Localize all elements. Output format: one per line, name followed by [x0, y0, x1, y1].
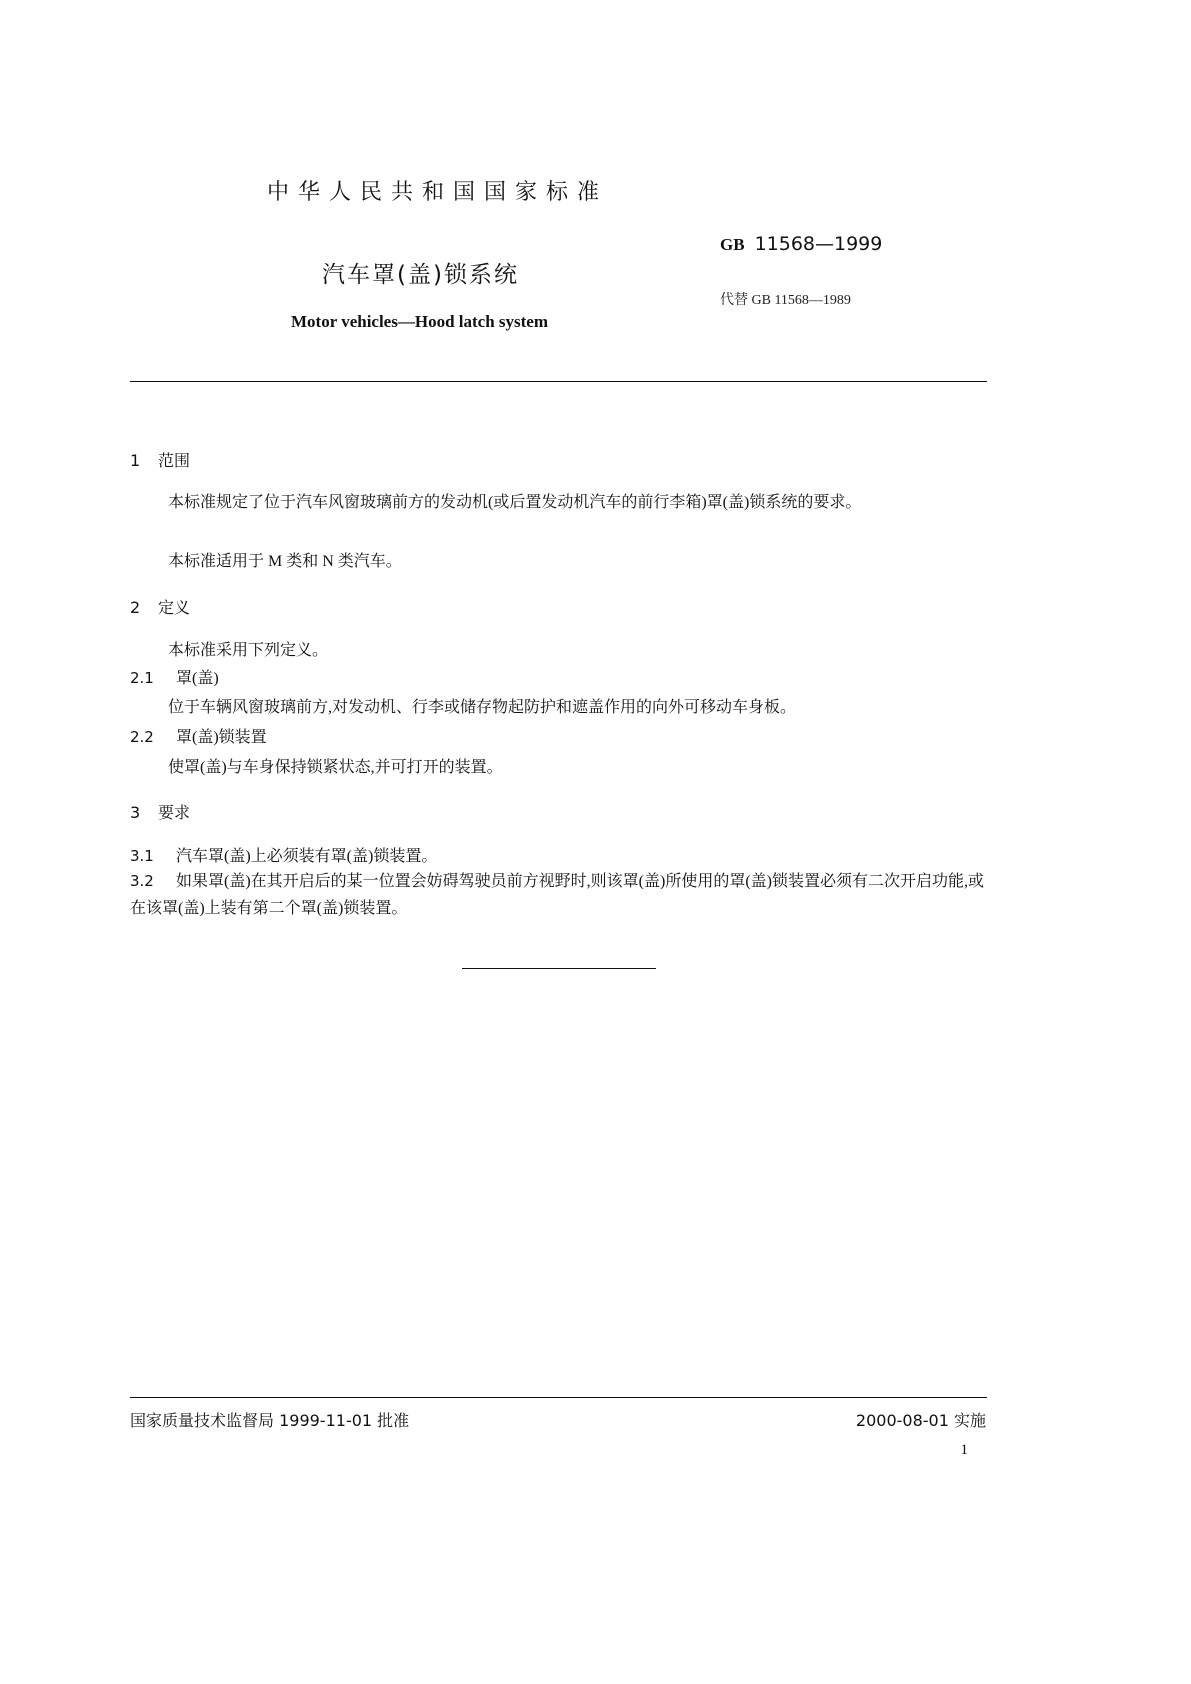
standard-code-number: 11568—1999 — [754, 233, 883, 255]
footer-divider — [130, 1397, 987, 1398]
clause-number: 3.1 — [130, 847, 154, 865]
definition-2-2-term — [130, 724, 267, 747]
header-divider — [130, 381, 987, 382]
document-title-en: Motor vehicles—Hood latch system — [291, 312, 549, 331]
clause-number: 2.1 — [130, 669, 154, 687]
requirement-3-1 — [130, 843, 437, 866]
page-number: 1 — [960, 1442, 968, 1458]
standard-code — [720, 233, 882, 255]
section-number: 1 — [130, 451, 141, 470]
clause-number: 3.2 — [130, 872, 154, 890]
section-2-intro: 本标准采用下列定义。 — [168, 642, 329, 659]
section-title: 范围 — [158, 451, 191, 470]
national-standard-heading: 中华人民共和国国家标准 — [267, 180, 609, 205]
section-2-heading — [130, 595, 190, 618]
definition-2-1-term — [130, 665, 219, 688]
document-title-cn: 汽车罩(盖)锁系统 — [322, 262, 519, 288]
definition-2-1-text: 位于车辆风窗玻璃前方,对发动机、行李或储存物起防护和遮盖作用的向外可移动车身板。 — [168, 699, 797, 716]
replaces-standard: 代替 GB 11568—1989 — [720, 293, 851, 308]
requirement-3-2 — [130, 868, 987, 922]
term: 罩(盖) — [176, 670, 219, 687]
section-number: 2 — [130, 598, 141, 617]
standard-code-prefix: GB — [720, 235, 745, 254]
implementation-date: 2000-08-01 实施 — [855, 1411, 986, 1430]
term: 罩(盖)锁装置 — [176, 729, 267, 746]
section-number: 3 — [130, 803, 141, 822]
section-3-heading — [130, 800, 190, 823]
section-1-paragraph-1: 本标准规定了位于汽车风窗玻璃前方的发动机(或后置发动机汽车的前行李箱)罩(盖)锁系统的要求。 — [168, 494, 862, 511]
section-title: 定义 — [158, 598, 191, 617]
clause-number: 2.2 — [130, 728, 154, 746]
section-title: 要求 — [158, 803, 191, 822]
approval-info: 国家质量技术监督局 1999-11-01 批准 — [130, 1411, 410, 1430]
end-of-text-rule — [462, 968, 656, 969]
definition-2-2-text: 使罩(盖)与车身保持锁紧状态,并可打开的装置。 — [168, 759, 503, 776]
section-1-heading — [130, 448, 190, 471]
requirement-text: 如果罩(盖)在其开启后的某一位置会妨碍驾驶员前方视野时,则该罩(盖)所使用的罩(盖)锁装置必须有二次开启功能,或在该罩(盖)上装有第二个罩(盖)锁装置。 — [130, 873, 984, 917]
requirement-text: 汽车罩(盖)上必须装有罩(盖)锁装置。 — [176, 848, 438, 865]
section-1-paragraph-2: 本标准适用于 M 类和 N 类汽车。 — [168, 553, 402, 570]
